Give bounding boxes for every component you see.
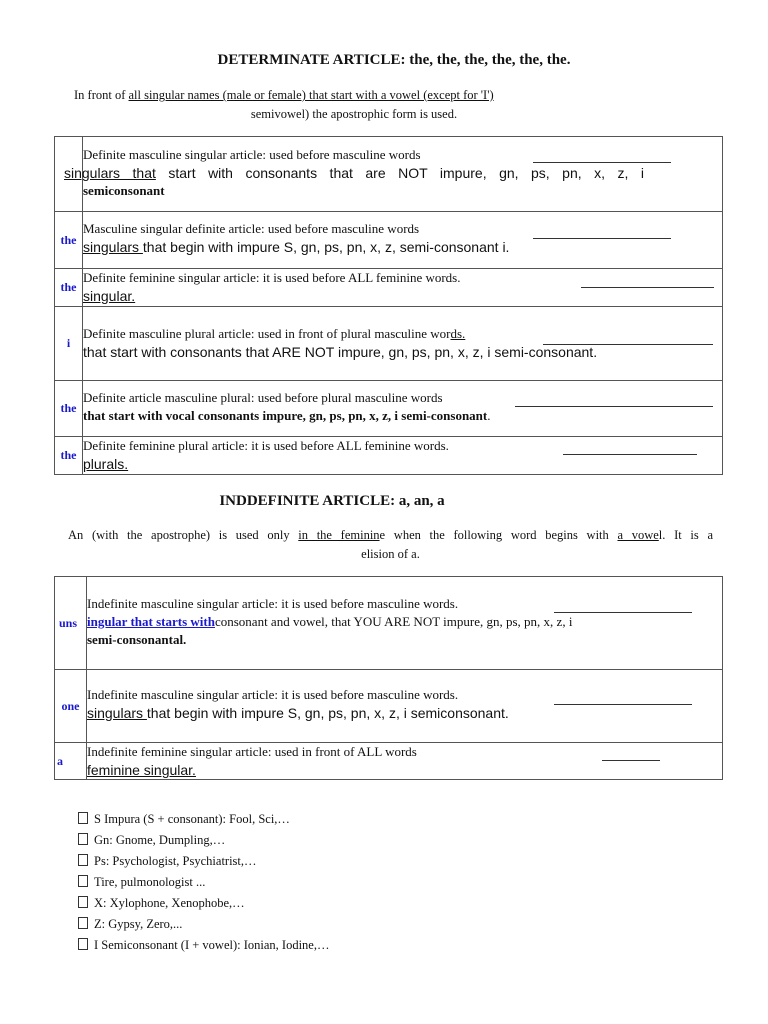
row-line2-underlined: feminine singular.	[87, 762, 196, 778]
determinate-intro-start: In front of	[74, 88, 129, 102]
table-row	[55, 743, 723, 780]
checkbox-icon	[78, 833, 88, 845]
row-line3: semi-consonantal.	[87, 632, 187, 647]
row-description	[83, 269, 723, 307]
row-line2-text: that begin with impure S, gn, ps, pn, x, z, i semiconsonant.	[146, 705, 509, 721]
list-item-text: Ps: Psychologist, Psychiatrist,…	[94, 854, 257, 868]
row-line1-text: Definite masculine plural article: used in front of plural masculine wor	[83, 326, 451, 341]
row-line1: Indefinite feminine singular article: used in front of ALL words	[87, 744, 417, 759]
table-row	[55, 381, 723, 437]
intro-text: e when the following word begins with	[379, 528, 618, 542]
answer-blank[interactable]	[515, 406, 713, 407]
row-line2	[64, 164, 644, 182]
list-item-text: Z: Gypsy, Zero,...	[94, 917, 183, 931]
intro-underlined: a vowe	[617, 528, 659, 542]
list-item	[78, 854, 257, 869]
row-line2	[87, 761, 722, 779]
row-label: the	[55, 381, 83, 437]
determinate-intro-line2: semivowel) the apostrophic form is used.	[250, 107, 458, 121]
indefinite-intro-line2: elision of a.	[361, 547, 420, 561]
table-row	[55, 212, 723, 269]
checkbox-icon	[78, 938, 88, 950]
row-line2-blue: ingular that starts with	[87, 614, 215, 629]
checkbox-icon	[78, 812, 88, 824]
list-item-text: S Impura (S + consonant): Fool, Sci,…	[94, 812, 290, 826]
answer-blank[interactable]	[554, 704, 692, 705]
determinate-intro	[74, 86, 634, 124]
list-item	[78, 875, 205, 890]
answer-blank[interactable]	[554, 612, 692, 613]
row-line2-underlined: singulars	[87, 705, 147, 721]
row-description	[87, 743, 723, 780]
row-line1: Masculine singular definite article: used before masculine words	[83, 221, 420, 236]
row-description	[64, 137, 723, 212]
row-line2: that start with consonants that ARE NOT impure, gn, ps, pn, x, z, i semi-consonant.	[83, 344, 598, 360]
row-description	[83, 437, 723, 475]
list-item	[78, 833, 225, 848]
row-line2	[83, 455, 722, 473]
row-line2-text: start with consonants that are NOT impure, gn, ps, pn, x, z, i	[155, 165, 644, 181]
checkbox-icon	[78, 896, 88, 908]
row-label: the	[55, 269, 83, 307]
indefinite-intro-line1	[68, 526, 713, 545]
row-line2-bold: that start with vocal consonants impure, gn, ps, pn, x, z, i semi-consonant	[83, 408, 488, 423]
row-line2-text: consonant and vowel, that YOU ARE NOT impure, gn, ps, pn, x, z, i	[214, 614, 573, 629]
row-line1-end: ds.	[450, 326, 466, 341]
row-label: a	[55, 743, 87, 780]
table-row	[55, 307, 723, 381]
checkbox-icon	[78, 875, 88, 887]
row-label: uns	[55, 577, 87, 670]
row-line1: Definite masculine singular article: used before masculine words	[83, 147, 421, 162]
row-line1: Indefinite masculine singular article: it is used before masculine words.	[87, 687, 459, 702]
list-item-text: Tire, pulmonologist ...	[94, 875, 206, 889]
list-item	[78, 917, 182, 932]
row-line3: semiconsonant	[83, 183, 165, 198]
row-line2	[87, 613, 722, 631]
row-label: one	[55, 670, 87, 743]
row-line2	[87, 704, 722, 722]
table-row	[55, 577, 723, 670]
list-item	[78, 812, 290, 827]
list-item	[78, 896, 245, 911]
list-item-text: I Semiconsonant (I + vowel): Ionian, Iodine,…	[94, 938, 330, 952]
checkbox-icon	[78, 917, 88, 929]
table-row	[55, 437, 723, 475]
row-line1: Definite feminine plural article: it is used before ALL feminine words.	[83, 438, 449, 453]
intro-text: l. It is a	[658, 528, 713, 542]
row-label: i	[55, 307, 83, 381]
answer-blank[interactable]	[543, 344, 713, 345]
determinate-table	[54, 136, 723, 475]
row-line2-text: that begin with impure S, gn, ps, pn, x, z, semi-consonant i.	[142, 239, 510, 255]
determinate-title: DETERMINATE ARTICLE: the, the, the, the, the, the.	[217, 52, 571, 68]
answer-blank[interactable]	[533, 238, 671, 239]
indefinite-intro	[68, 526, 713, 564]
list-item-text: X: Xylophone, Xenophobe,…	[94, 896, 245, 910]
table-row	[55, 137, 723, 212]
row-line2-end: .	[487, 408, 491, 423]
table-row	[55, 670, 723, 743]
row-line2-underlined: singulars that	[64, 165, 156, 181]
row-line2	[83, 238, 722, 256]
row-line2	[83, 287, 722, 305]
intro-underlined: in the feminin	[298, 528, 380, 542]
answer-blank[interactable]	[563, 454, 697, 455]
answer-blank[interactable]	[602, 760, 660, 761]
row-description	[83, 381, 723, 437]
row-line2-underlined: singular.	[83, 288, 136, 304]
row-label: the	[55, 212, 83, 269]
indefinite-table	[54, 576, 723, 780]
row-line1: Definite article masculine plural: used before plural masculine words	[83, 390, 443, 405]
list-item-text: Gn: Gnome, Dumpling,…	[94, 833, 226, 847]
row-line2-underlined: singulars	[83, 239, 143, 255]
row-line1: Indefinite masculine singular article: it is used before masculine words.	[87, 596, 459, 611]
row-description	[87, 670, 723, 743]
row-description	[87, 577, 723, 670]
row-line1: Definite feminine singular article: it is used before ALL feminine words.	[83, 270, 461, 285]
row-line2	[83, 407, 722, 425]
list-item	[78, 938, 329, 953]
checkbox-icon	[78, 854, 88, 866]
answer-blank[interactable]	[533, 162, 671, 163]
row-description	[83, 212, 723, 269]
table-row	[55, 269, 723, 307]
intro-text: An (with the apostrophe) is used only	[68, 528, 299, 542]
row-line1	[83, 325, 722, 343]
row-label: the	[55, 437, 83, 475]
row-description	[83, 307, 723, 381]
row-line2-underlined: plurals.	[83, 456, 129, 472]
determinate-intro-underlined: all singular names (male or female) that start with a vowel (except for 'I')	[128, 88, 494, 102]
answer-blank[interactable]	[581, 287, 714, 288]
indefinite-title: INDDEFINITE ARTICLE: a, an, a	[219, 493, 445, 509]
